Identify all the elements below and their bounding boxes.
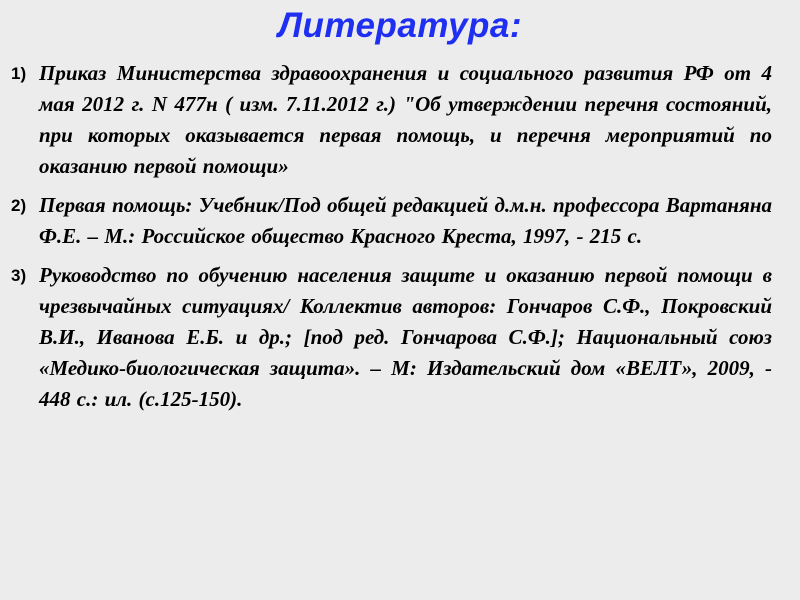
reference-text: Первая помощь: Учебник/Под общей редакцией д.м.н. профессора Вартаняна Ф.Е. – М.: Российское общество Красного Креста, 1997, - 215 с. (39, 193, 772, 248)
reference-item-3 (0, 260, 800, 415)
reference-number: 1) (11, 64, 27, 83)
page-title: Литература: (277, 6, 523, 45)
reference-item-2 (0, 190, 800, 252)
reference-text: Руководство по обучению населения защите и оказанию первой помощи в чрезвычайных ситуациях/ Коллектив авторов: Гончаров С.Ф., Покровский В.И., Иванова Е.Б. и др.; [под ред. Гончарова С.Ф.]; Национальный союз «Медико-биологическая защита». – М: Издательский дом «ВЕЛТ», 2009, - 448 с.: ил. (с.125-150). (39, 263, 772, 411)
reference-number: 2) (11, 196, 27, 215)
reference-text: Приказ Министерства здравоохранения и социального развития РФ от 4 мая 2012 г. N 477н ( изм. 7.11.2012 г.) "Об утверждении перечня состояний, при которых оказывается первая помощь, и перечня мероприятий по оказанию первой помощи» (39, 61, 772, 178)
reference-number: 3) (11, 266, 27, 285)
reference-item-1 (0, 58, 800, 182)
reference-list (0, 58, 800, 423)
